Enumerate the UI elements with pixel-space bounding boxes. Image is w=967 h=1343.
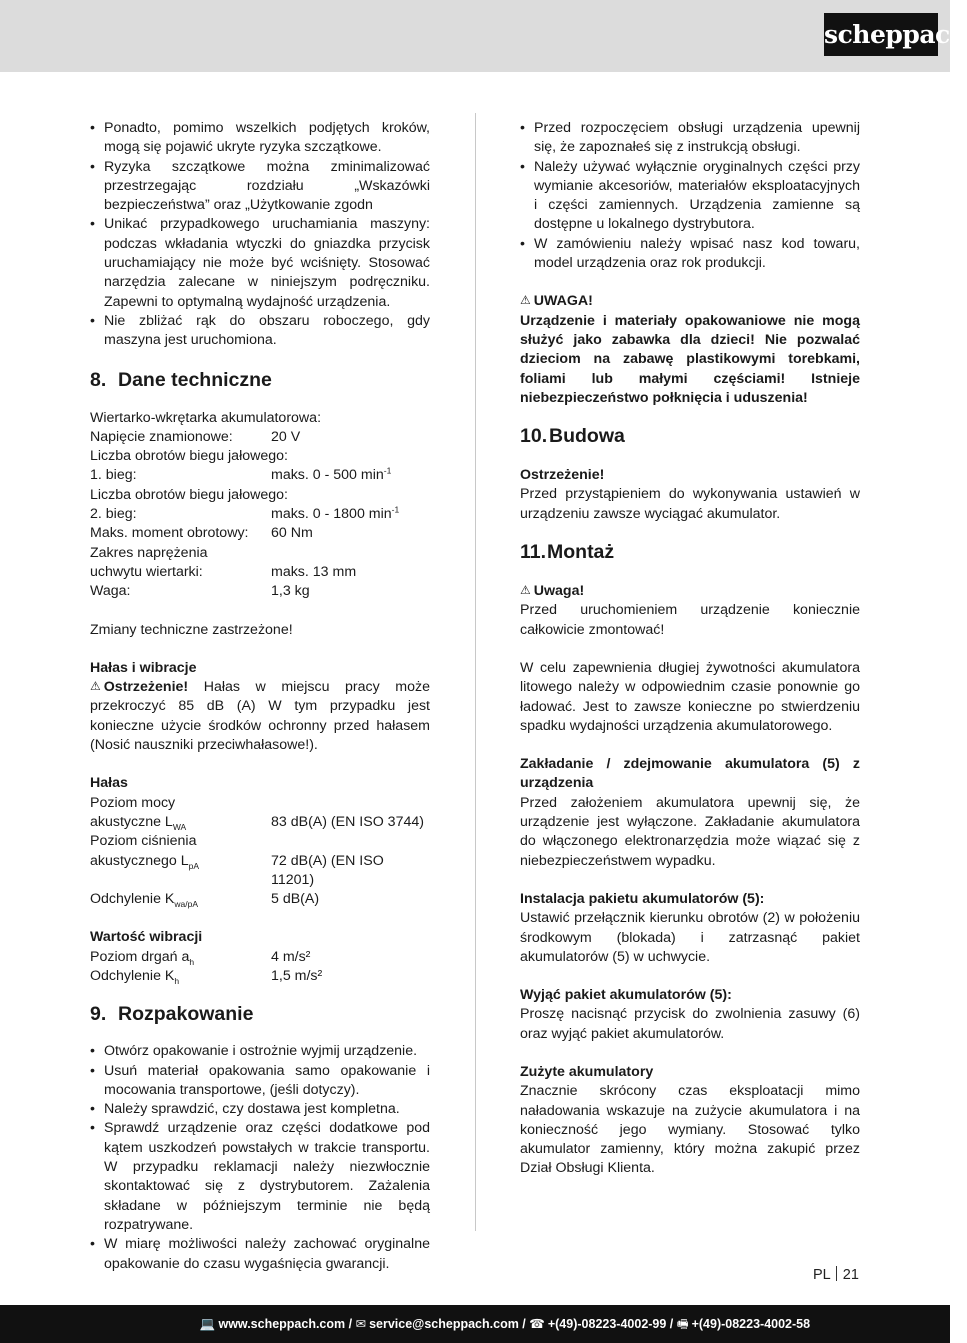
uwaga2-text: Przed uruchomieniem urządzenie koniecznie całkowicie zmontować! [520, 602, 860, 638]
column-divider [475, 113, 476, 1231]
battery-install-title: Zakładanie / zdejmowanie akumulatora (5) z urządzenia [520, 756, 860, 792]
spec-row: 2. bieg: maks. 0 - 1800 $\min^{-1}$ [90, 504, 400, 523]
fax-icon: 🖷 [676, 1317, 689, 1331]
spec-row: Odchylenie $K_h$ 1,5 m/s² [90, 967, 323, 986]
page-number: PL 21 [813, 1267, 859, 1283]
phone-icon: ☎ [529, 1317, 545, 1331]
brand-logo: scheppach [824, 13, 938, 56]
list-item: • Ponadto, pomimo wszelkich podjętych kroków, mogą się pojawić ukryte ryzyka szczątkowe. [90, 119, 430, 158]
section-heading-11: 11. Montaż [520, 541, 615, 564]
list-item: • W zamówieniu należy wpisać nasz kod towaru, model urządzenia oraz rok produkcji. [520, 235, 860, 274]
footer-fax: +(49)-08223-4002-58 [691, 1317, 811, 1331]
footer-phone: +(49)-08223-4002-99 / [547, 1317, 674, 1331]
uwaga2-title: ⚠ Uwaga! [520, 583, 585, 600]
spec-row: uchwytu wiertarki: maks. 13 mm [90, 563, 357, 580]
used-batteries-title: Zużyte akumulatory [520, 1063, 654, 1080]
list-item: • Nie zbliżać rąk do obszaru roboczego, gdy maszyna jest uruchomiona. [90, 312, 430, 351]
footer-email: service@scheppach.com / [369, 1317, 526, 1331]
list-item: • W miarę możliwości należy zachować oryginalne opakowanie do czasu wygaśnięcia gwarancji. [90, 1235, 430, 1274]
spec-label: Zakres naprężenia [90, 544, 208, 561]
uwaga-title: ⚠ UWAGA! [520, 293, 593, 310]
changes-note: Zmiany techniczne zastrzeżone! [90, 621, 293, 638]
noise-title: Hałas [90, 775, 128, 792]
computer-icon: 💻 [199, 1317, 216, 1331]
unpack-list [90, 1042, 430, 1274]
list-item: • Unikać przypadkowego uruchamiania maszyny: podczas wkładania wtyczki do gniazdka przycisk uruchamiający nie może być wciśnięty. Stosować narzędzia zalecane w niniejszym podręczniku. Zapewni to optymalną wydajność urządzenia. [90, 215, 430, 311]
vibration-table [90, 948, 430, 987]
uwaga-text: Urządzenie i materiały opakowaniowe nie mogą służyć jako zabawka dla dzieci! Nie pozwalać dzieciom na zabawę plastikowymi torebkami, foliami lub małymi częściami! Istnieje niebezpieczeństwo połknięcia i uduszenia! [520, 312, 860, 406]
noise-vibration-title: Hałas i wibracje [90, 659, 197, 676]
operation-list [520, 119, 860, 273]
spec-row: akustyczne $L_{WA}$ 83 dB(A) (EN ISO 3744) [90, 813, 424, 832]
ostrzezenie-text: Przed przystąpieniem do wykonywania ustawień w urządzeniu zawsze wyciągać akumulator. [520, 486, 860, 522]
section-heading-8: 8. Dane techniczne [90, 368, 272, 391]
noise-warning: ⚠ Ostrzeżenie! Hałas w miejscu pracy może przekroczyć 85 dB (A) W tym przypadku jest konieczne użycie środków ochronny przed hałasem (Nosić nauszniki przeciwhałasowe!). [90, 679, 430, 754]
ostrzezenie-title: Ostrzeżenie! [520, 467, 605, 484]
used-batteries-text: Znacznie skrócony czas eksploatacji mimo naładowania wskazuje na zużycie akumulatora i na konieczność jego wymiany. Stosować tylko akumulator zamienny, który można zakupić przez Dział Obsługi Klienta. [520, 1083, 860, 1177]
spec-row: Poziom drgań $a_h$ 4 m/s² [90, 948, 311, 967]
spec-row: Napięcie znamionowe: 20 V [90, 428, 301, 445]
spec-row: 1. bieg: maks. 0 - 500 $\min^{-1}$ [90, 465, 392, 484]
warning-triangle-icon: ⚠ [90, 679, 101, 694]
spec-row: akustycznego $L_{pA}$ 72 dB(A) (EN ISO 11201) [90, 852, 384, 888]
list-item: • Usuń materiał opakowania samo opakowanie i mocowania transportowe, (jeśli dotyczy). [90, 1062, 430, 1101]
battery-life-paragraph: W celu zapewnienia długiej żywotności akumulatora litowego należy w odpowiednim czasie ponownie go ładować. Jest to zawsze konieczne po stwierdzeniu spadku wydajności urządzenia akumulatorowego. [520, 659, 860, 734]
list-item: • Należy używać wyłącznie oryginalnych części przy wymianie akcesoriów, materiałów eksploatacyjnych i części zamiennych. Urządzenia zamienne są dostępne u lokalnego dystrybutora. [520, 158, 860, 235]
left-column [90, 119, 430, 1274]
header-band [0, 0, 950, 72]
list-item: • Otwórz opakowanie i ostrożnie wyjmij urządzenie. [90, 1042, 430, 1061]
footer-web: www.scheppach.com / [218, 1317, 353, 1331]
battery-pack-install-text: Ustawić przełącznik kierunku obrotów (2) w położeniu środkowym (blokada) i zatrzasnąć pakiet akumulatorów (5) w uchwycie. [520, 910, 860, 965]
spec-row: Waga: 1,3 kg [90, 583, 310, 600]
spec-label: Liczba obrotów biegu jałowego: [90, 486, 288, 503]
battery-remove-text: Proszę nacisnąć przycisk do zwolnienia zasuwy (6) oraz wyjąć pakiet akumulatorów. [520, 1006, 860, 1042]
list-item: • Sprawdź urządzenie oraz części dodatkowe pod kątem uszkodzeń powstałych w trakcie transportu. W przypadku reklamacji należy niezwłocznie skontaktować się z dystrybutorem. Zażalenia składane w późniejszym terminie nie będą rozpatrywane. [90, 1119, 430, 1235]
noise-table: Poziom mocy akustyczne $L_{WA}$ 83 dB(A) (EN ISO 3744) Poziom ciśnienia akustycznego $L_{pA}$ 72 dB(A) (EN ISO 11201) Odchylenie $K_{wa/pA}$ 5 dB(A) [90, 794, 430, 910]
residual-risk-list [90, 119, 430, 351]
battery-install-text: Przed założeniem akumulatora upewnij się, że urządzenie jest wyłączone. Zakładanie akumulatora do włączonego elektronarzędzia może wiązać się z niebezpieczeństwem wypadku. [520, 794, 860, 869]
footer-bar [0, 1305, 950, 1343]
battery-pack-install-title: Instalacja pakietu akumulatorów (5): [520, 890, 765, 907]
spec-table [90, 409, 430, 602]
spec-intro: Wiertarko-wkrętarka akumulatorowa: [90, 409, 322, 426]
spec-label: Liczba obrotów biegu jałowego: [90, 448, 288, 465]
list-item: • Należy sprawdzić, czy dostawa jest kompletna. [90, 1100, 430, 1119]
list-item: • Przed rozpoczęciem obsługi urządzenia upewnij się, że zapoznałeś się z instrukcją obsługi. [520, 119, 860, 158]
section-heading-10: 10. Budowa [520, 425, 625, 448]
spec-row: Odchylenie $K_{wa/pA}$ 5 dB(A) [90, 891, 320, 909]
right-column [520, 119, 860, 1179]
section-heading-9: 9. Rozpakowanie [90, 1003, 254, 1026]
list-item: • Ryzyka szczątkowe można zminimalizować przestrzegając rozdziału „Wskazówki bezpieczeństwa” oraz „Użytkowanie zgodn [90, 158, 430, 216]
warning-triangle-icon: ⚠ [520, 293, 531, 308]
vibration-title: Wartość wibracji [90, 929, 203, 946]
mail-icon: ✉ [355, 1317, 367, 1331]
warning-triangle-icon: ⚠ [520, 583, 531, 598]
battery-remove-title: Wyjąć pakiet akumulatorów (5): [520, 987, 732, 1004]
spec-row: Maks. moment obrotowy: 60 Nm [90, 525, 313, 542]
